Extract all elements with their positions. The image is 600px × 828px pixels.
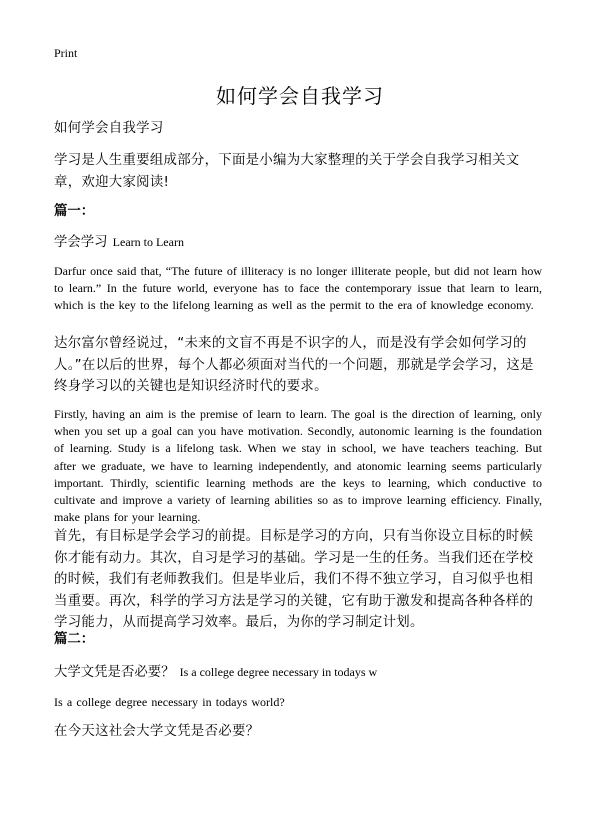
section1-paragraph-en-2: Firstly, having an aim is the premise of learn to learn. The goal is the direction of learning, only when you set up a goal can you have motivation. Secondly, autonomic learning is the foundation of learning. Study is a lifelong task. When we stay in school, we have teachers teaching. But after we graduate, we have to learning independently, and atonomic learning seems particularly important. Thirdly, scientific learning methods are the keys to learning, which conductive to cultivate and improve a variety of learning abilities so as to improve learning efficiency. Finally, make plans for your learning. [54, 407, 542, 525]
subtitle: 如何学会自我学习 [54, 121, 164, 136]
section1-paragraph-cn-2: 首先，有目标是学会学习的前提。目标是学习的方向，只有当你设立目标的时候你才能有动力。其次，自习是学习的基础。学习是一生的任务。当我们还在学校的时候，我们有老师教我们。但是毕业后，我们不得不独立学习，自习似乎也相当重要。再次，科学的学习方法是学习的关键，它有助于激发和提高各种各样的学习能力，从而提高学习效率。最后，为你的学习制定计划。 [54, 529, 534, 630]
section2-title-cn: 大学文凭是否必要？ [54, 665, 175, 680]
section-heading-2: 篇二： [54, 632, 95, 647]
section2-title-en: Is a college degree necessary in todays w [179, 665, 378, 679]
section2-line-cn: 在今天这社会大学文凭是否必要？ [54, 724, 260, 739]
section2-line-en: Is a college degree necessary in todays world? [54, 695, 285, 709]
print-link[interactable]: Print [54, 46, 78, 60]
section1-paragraph-en-1: Darfur once said that, “The future of illiteracy is no longer illiterate people, but did not learn how to learn.” In the future world, everyone has to face the contemporary issue that learn to learn, which is the key to the lifelong learning as well as the permit to the era of knowledge economy. [54, 264, 542, 313]
section1-title-en: Learn to Learn [112, 235, 184, 249]
section1-title-cn: 学会学习 [54, 235, 108, 250]
page-title: 如何学会自我学习 [216, 84, 384, 108]
section1-title [54, 231, 542, 250]
section2-title [54, 661, 542, 680]
intro-paragraph: 学习是人生重要组成部分，下面是小编为大家整理的关于学会自我学习相关文章，欢迎大家阅读! [54, 153, 520, 190]
section1-paragraph-cn-1: 达尔富尔曾经说过，“未来的文盲不再是不识字的人，而是没有学会如何学习的人。”在以后的世界，每个人都必须面对当代的一个问题，那就是学会学习，这是终身学习以的关键也是知识经济时代的要求。 [54, 336, 534, 394]
section-heading-1: 篇一： [54, 204, 95, 219]
